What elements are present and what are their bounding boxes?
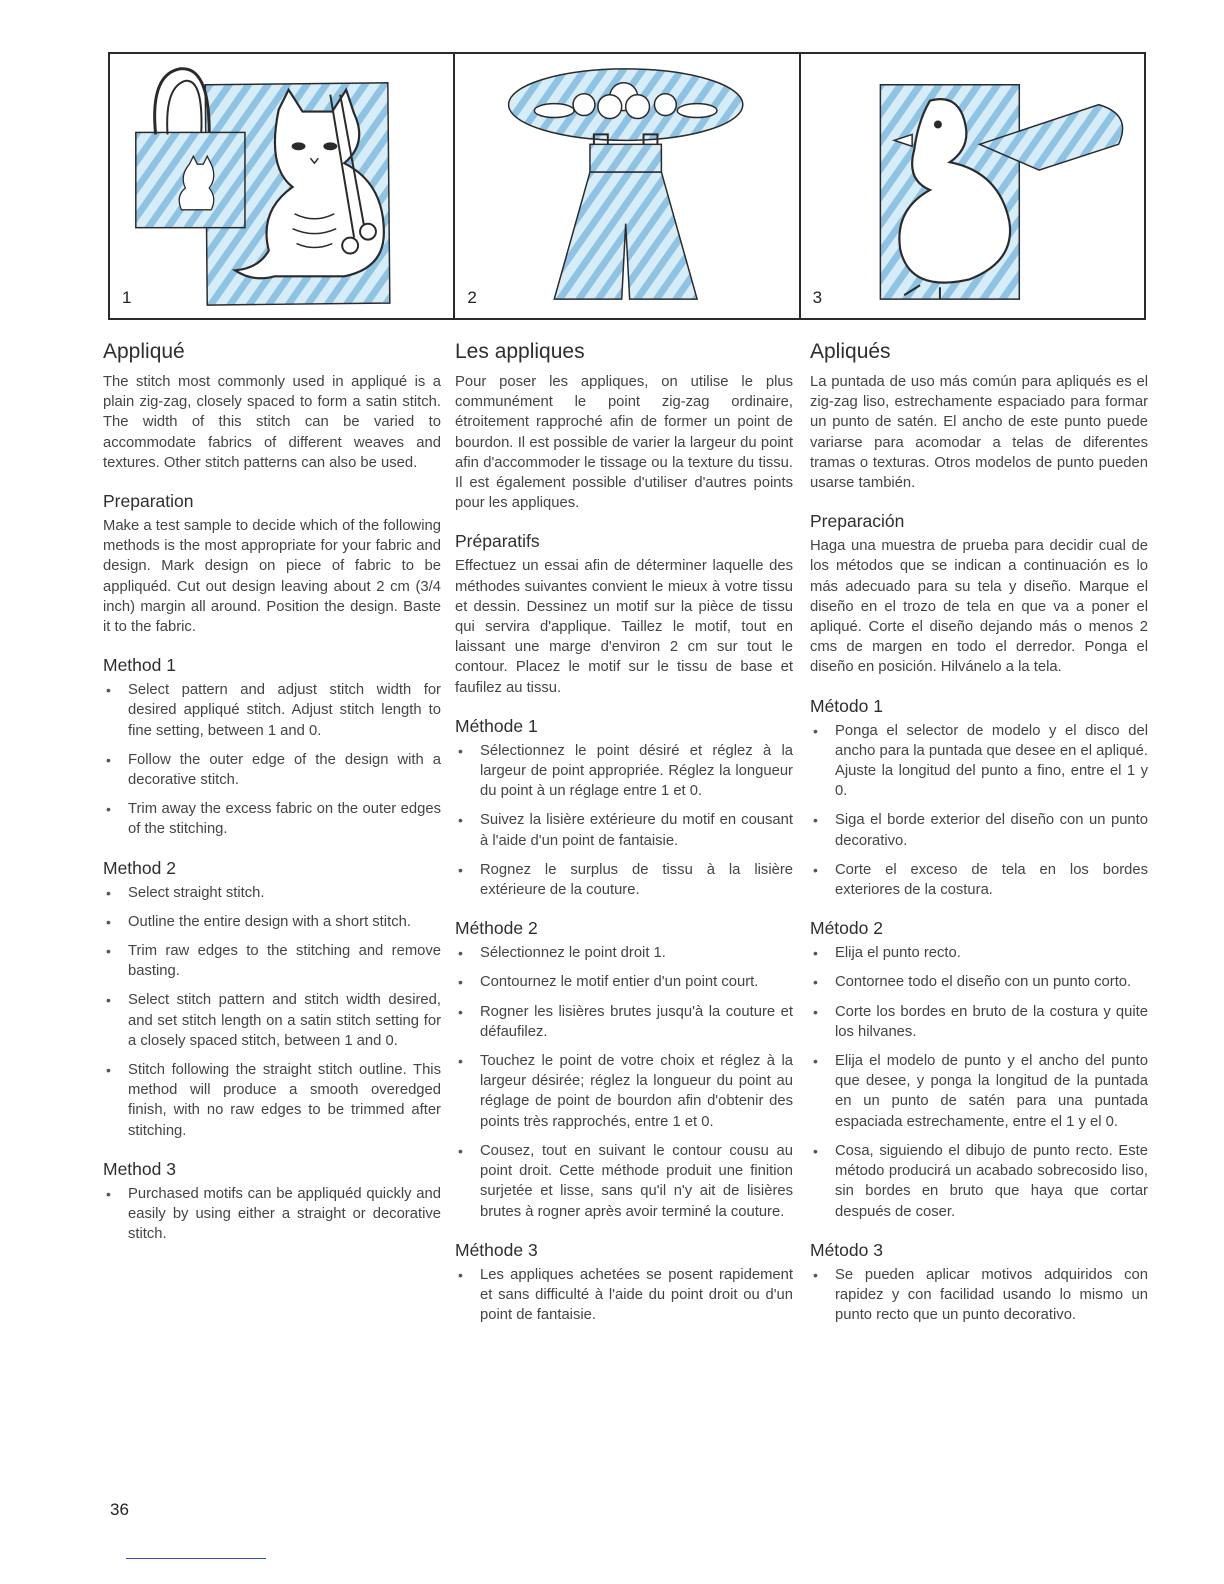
column-spanish [810, 340, 1148, 1334]
list-item: • Ponga el selector de modelo y el disco del ancho para la puntada que desee en el apliqué. Ajuste la longitud del punto a fino, entre el 1 y 0. [810, 721, 1148, 802]
page-number: 36 [110, 1500, 129, 1519]
list-item: • Corte los bordes en bruto de la costura y quite los hilvanes. [810, 1002, 1148, 1042]
method-3-list [455, 1265, 793, 1326]
list-item: • Select straight stitch. [103, 883, 441, 903]
column-english [103, 340, 441, 1254]
flower-overalls-illustration [455, 54, 798, 318]
column-french [455, 340, 793, 1334]
figure-panel-3 [801, 54, 1144, 318]
method-3-list [103, 1184, 441, 1245]
list-item: • Select pattern and adjust stitch width for desired appliqué stitch. Adjust stitch length to fine setting, between 1 and 0. [103, 680, 441, 741]
list-item: • Follow the outer edge of the design with a decorative stitch. [103, 750, 441, 790]
list-item: • Rogner les lisières brutes jusqu'à la couture et défaufilez. [455, 1002, 793, 1042]
list-item: • Suivez la lisière extérieure du motif en cousant à l'aide d'un point de fantaisie. [455, 810, 793, 850]
figure-number: 3 [812, 288, 823, 307]
list-item: • Se pueden aplicar motivos adquiridos con rapidez y con facilidad usando lo mismo un punto recto que un punto decorativo. [810, 1265, 1148, 1326]
duck-towel-illustration [801, 54, 1144, 318]
list-item: • Purchased motifs can be appliquéd quickly and easily by using either a straight or decorative stitch. [103, 1184, 441, 1245]
list-item: • Elija el modelo de punto y el ancho del punto que desee, y ponga la longitud de la puntada en un punto de satén para una puntada espaciada estrechamente, entre el 1 y el 0. [810, 1051, 1148, 1132]
list-item: • Siga el borde exterior del diseño con un punto decorativo. [810, 810, 1148, 850]
method-2-heading: Método 2 [810, 918, 883, 939]
preparation-heading: Préparatifs [455, 531, 540, 552]
method-3-heading: Método 3 [810, 1239, 883, 1260]
footer-rule [126, 1558, 266, 1559]
preparation-heading: Preparation [103, 491, 194, 512]
list-item: • Contornee todo el diseño con un punto corto. [810, 972, 1148, 992]
section-title: Appliqué [103, 340, 185, 363]
figure-number: 1 [122, 288, 132, 307]
list-item: • Trim raw edges to the stitching and remove basting. [103, 941, 441, 981]
method-2-heading: Method 2 [103, 857, 176, 878]
list-item: • Cosa, siguiendo el dibujo de punto recto. Este método producirá un acabado sobrecosido liso, sin bordes en bruto que haya que cortar después de coser. [810, 1141, 1148, 1222]
list-item: • Outline the entire design with a short stitch. [103, 912, 441, 932]
list-item: • Elija el punto recto. [810, 943, 1148, 963]
list-item: • Les appliques achetées se posent rapidement et sans difficulté à l'aide du point droit ou d'un point de fantaisie. [455, 1265, 793, 1326]
intro-paragraph: Pour poser les appliques, on utilise le plus communément le point zig-zag ordinaire, étroitement rapproché afin de former un point de bourdon. Il est possible de varier la largeur du point afin d'accommoder le tissage ou la texture du tissu. Il est également possible d'utiliser d'autres points pour les appliques. [455, 374, 793, 512]
preparation-text: Make a test sample to decide which of the following methods is the most appropriate for your fabric and design. Mark design on piece of fabric to be appliquéd. Cut out design leaving about 2 cm (3/4 inch) margin all around. Position the design. Baste it to the fabric. [103, 518, 441, 636]
method-1-heading: Method 1 [103, 655, 176, 676]
method-2-list [455, 943, 793, 1221]
method-1-heading: Méthode 1 [455, 715, 538, 736]
list-item: • Trim away the excess fabric on the outer edges of the stitching. [103, 799, 441, 839]
method-2-heading: Méthode 2 [455, 918, 538, 939]
intro-paragraph: La puntada de uso más común para apliqués es el zig-zag liso, estrechamente espaciado para formar un punto de satén. El ancho de este punto puede variarse para acomodar a telas de diferentes tramas o texturas. Otros modelos de punto pueden usarse también. [810, 374, 1148, 492]
method-1-list [455, 741, 793, 900]
section-title: Apliqués [810, 340, 891, 363]
method-2-list [810, 943, 1148, 1221]
method-1-list [810, 721, 1148, 901]
preparation-text: Effectuez un essai afin de déterminer laquelle des méthodes suivantes convient le mieux à votre tissu et dessin. Dessinez un motif sur la pièce de tissu qui servira d'applique. Taillez le motif, tout en laissant une marge d'environ 2 cm sur tout le contour. Placez le motif sur le tissu de base et faufilez au tissu. [455, 558, 793, 696]
list-item: • Stitch following the straight stitch outline. This method will produce a smooth overedged finish, with no raw edges to be trimmed after stitching. [103, 1060, 441, 1141]
preparation-text: Haga una muestra de prueba para decidir cual de los métodos que se indican a continuación es lo más adecuado para su tela y diseño. Marque el diseño en el trozo de tela en que va a poner el apliqué. Corte el diseño dejando más o menos 2 cms de margen en todo el derredor. Ponga el diseño en posición. Hilvánelo a la tela. [810, 538, 1148, 676]
list-item: • Touchez le point de votre choix et réglez à la largeur désirée; réglez la longueur du point au réglage de point de bourdon afin d'obtenir des points très rapprochés, entre 1 et 0. [455, 1051, 793, 1132]
preparation-heading: Preparación [810, 511, 905, 532]
list-item: • Corte el exceso de tela en los bordes exteriores de la costura. [810, 860, 1148, 900]
list-item: • Sélectionnez le point désiré et réglez à la largeur de point appropriée. Réglez la longueur du point à un réglage entre 1 et 0. [455, 741, 793, 802]
list-item: • Contournez le motif entier d'un point court. [455, 972, 793, 992]
intro-paragraph: The stitch most commonly used in appliqué is a plain zig-zag, closely spaced to form a satin stitch. The width of this stitch can be varied to accommodate fabrics of different weaves and textures. Other stitch patterns can also be used. [103, 374, 441, 471]
method-2-list [103, 883, 441, 1141]
list-item: • Rognez le surplus de tissu à la lisière extérieure de la couture. [455, 860, 793, 900]
figure-strip [108, 52, 1146, 320]
method-3-heading: Method 3 [103, 1158, 176, 1179]
method-3-list [810, 1265, 1148, 1326]
method-1-heading: Método 1 [810, 695, 883, 716]
figure-panel-2 [455, 54, 800, 318]
section-title: Les appliques [455, 340, 585, 363]
figure-panel-1 [110, 54, 455, 318]
method-1-list [103, 680, 441, 839]
cat-applique-illustration [110, 54, 453, 318]
list-item: • Select stitch pattern and stitch width desired, and set stitch length on a satin stitch setting for a closely spaced stitch, between 1 and 0. [103, 990, 441, 1051]
list-item: • Cousez, tout en suivant le contour cousu au point droit. Cette méthode produit une finition surjetée et lisse, sans qu'il n'y ait de lisières brutes à rogner après avoir terminé la couture. [455, 1141, 793, 1222]
list-item: • Sélectionnez le point droit 1. [455, 943, 793, 963]
method-3-heading: Méthode 3 [455, 1239, 538, 1260]
figure-number: 2 [467, 288, 477, 307]
